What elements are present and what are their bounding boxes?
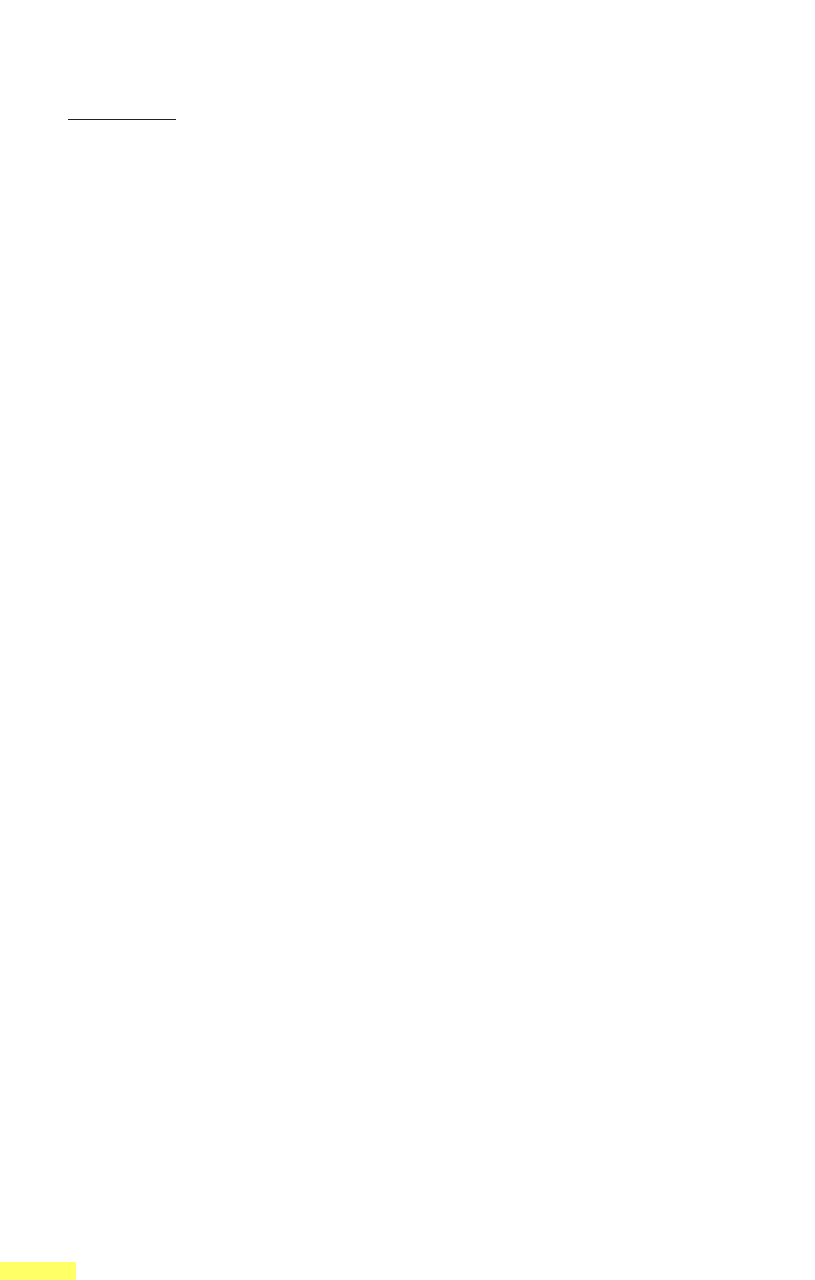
watermark-link[interactable] xyxy=(0,1262,76,1280)
footnote-divider xyxy=(68,119,176,120)
page xyxy=(68,70,740,163)
footnote xyxy=(68,139,740,163)
page-footer xyxy=(68,1162,740,1186)
